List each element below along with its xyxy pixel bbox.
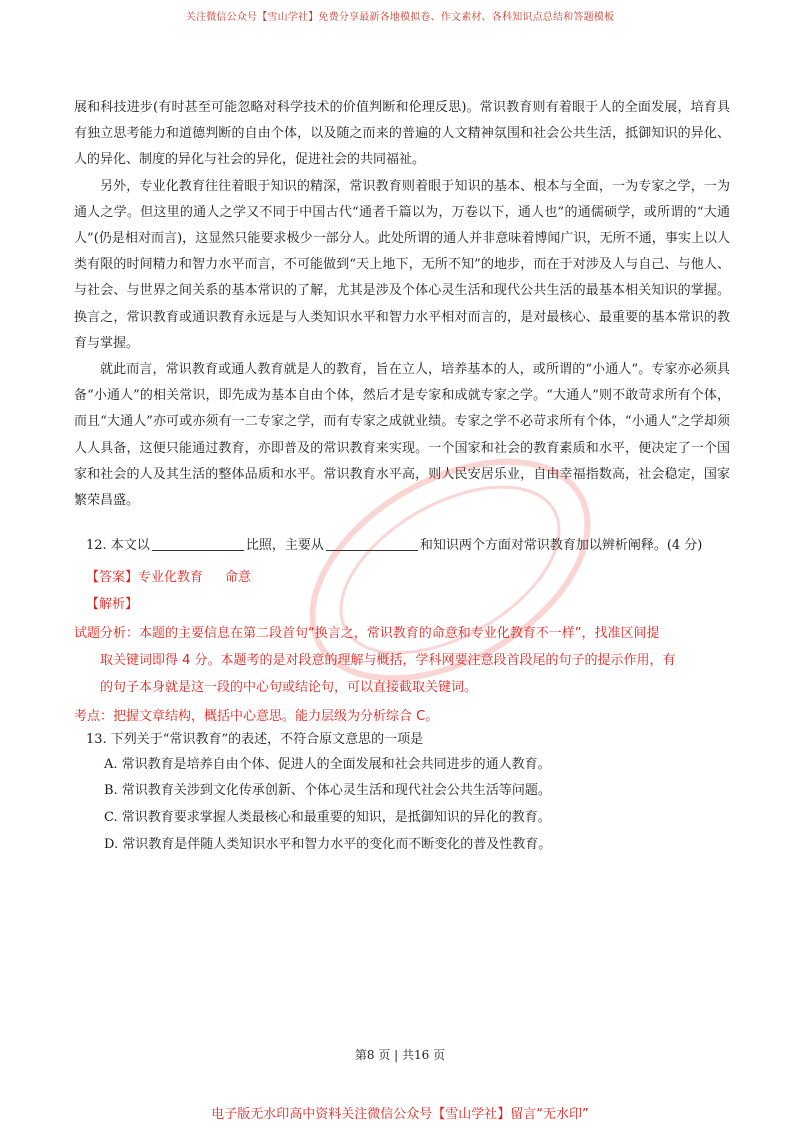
answer-blank-1 bbox=[152, 536, 244, 551]
analysis-line: 的句子本身就是这一段的中心句或结论句，可以直接截取关键词。 bbox=[100, 680, 478, 695]
kaodian-line: 考点：把握文章结构，概括中心意思。能力层级为分析综合 C。 bbox=[74, 709, 439, 724]
answer-label: 【答案】 bbox=[86, 570, 139, 585]
question-13-stem: 13. 下列关于“常识教育”的表述，不符合原文意思的一项是 bbox=[86, 732, 424, 747]
analysis-label: 【解析】 bbox=[86, 597, 139, 612]
question-12 bbox=[86, 536, 702, 556]
option-a: A. 常识教育是培养自由个体、促进人的全面发展和社会共同进步的通人教育。 bbox=[104, 757, 551, 772]
option-d: D. 常识教育是伴随人类知识水平和智力水平的变化而不断变化的普及性教育。 bbox=[104, 837, 552, 852]
analysis-line: 试题分析：本题的主要信息在第二段首句“换言之，常识教育的命意和专业化教育不一样”，找准区间提 bbox=[74, 626, 660, 641]
article-paragraph: 展和科技进步(有时甚至可能忽略对科学技术的价值判断和伦理反思)。常识教育则有着眼于人的全面发展，培育具有独立思考能力和道德判断的自由个体，以及随之而来的普遍的人文精神氛围和社会公共生活，抵御知识的异化、人的异化、制度的异化与社会的异化，促进社会的共同福祉。 bbox=[74, 100, 730, 168]
article-paragraph: 就此而言，常识教育或通人教育就是人的教育，旨在立人，培养基本的人，或所谓的“小通人”。专家亦必须具备“小通人”的相关常识，即先成为基本自由个体，然后才是专家和成就专家之学。“大通人”则不敢苛求所有个体，而且“大通人”亦可或亦须有一二专家之学，而有专家之成就业绩。专家之学不必苛求所有个体，“小通人”之学却须人人具备，这便只能通过教育，亦即普及的常识教育来实现。一个国家和社会的教育素质和水平，便决定了一个国家和社会的人及其生活的整体品质和水平。常识教育水平高，则人民安居乐业，自由幸福指数高，社会稳定，国家繁荣昌盛。 bbox=[74, 362, 730, 509]
answer-line bbox=[86, 568, 251, 588]
analysis-line: 取关键词即得 4 分。本题考的是对段意的理解与概括，学科网要注意段首段尾的句子的提示作用，有 bbox=[100, 653, 676, 668]
answer-blank-2 bbox=[326, 536, 418, 551]
article-paragraph: 另外，专业化教育往往着眼于知识的精深，常识教育则着眼于知识的基本、根本与全面，一为专家之学，一为通人之学。但这里的通人之学又不同于中国古代“通者千篇以为，万卷以下，通人也”的通儒硕学，或所谓的“大通人”(仍是相对而言)，这显然只能要求极少一部分人。此处所谓的通人并非意味着博闻广识，无所不通，事实上以人类有限的时间精力和智力水平而言，不可能做到“天上地下，无所不知”的地步，而在于对涉及人与自己、与他人、与社会、与世界之间关系的基本常识的了解，尤其是涉及个体心灵生活和现代公共生活的最基本相关知识的掌握。换言之，常识教育或通识教育永远是与人类知识水平和智力水平相对而言的，是对最核心、最重要的基本常识的教育与掌握。 bbox=[74, 178, 730, 351]
answer-value-2: 命意 bbox=[225, 570, 252, 585]
option-b: B. 常识教育关涉到文化传承创新、个体心灵生活和现代社会公共生活等问题。 bbox=[104, 783, 551, 798]
question-12-suffix: 和知识两个方面对常识教育加以辨析阐释。(4 分) bbox=[419, 538, 703, 553]
question-12-prefix: 12. 本文以 bbox=[86, 538, 150, 553]
article-body bbox=[74, 95, 730, 514]
answer-value-1: 专业化教育 bbox=[138, 570, 204, 585]
question-12-mid: 比照，主要从 bbox=[245, 538, 324, 553]
bottom-banner: 电子版无水印高中资料关注微信公众号【雪山学社】留言“无水印” bbox=[211, 1107, 589, 1122]
analysis-body bbox=[74, 620, 734, 730]
page-number: 第8 页 | 共16 页 bbox=[354, 1048, 446, 1062]
option-c: C. 常识教育要求掌握人类最核心和最重要的知识，是抵御知识的异化的教育。 bbox=[104, 810, 551, 825]
top-banner: 关注微信公众号【雪山学社】免费分享最新各地模拟卷、作文素材、各科知识点总结和答题模板 bbox=[185, 12, 615, 23]
